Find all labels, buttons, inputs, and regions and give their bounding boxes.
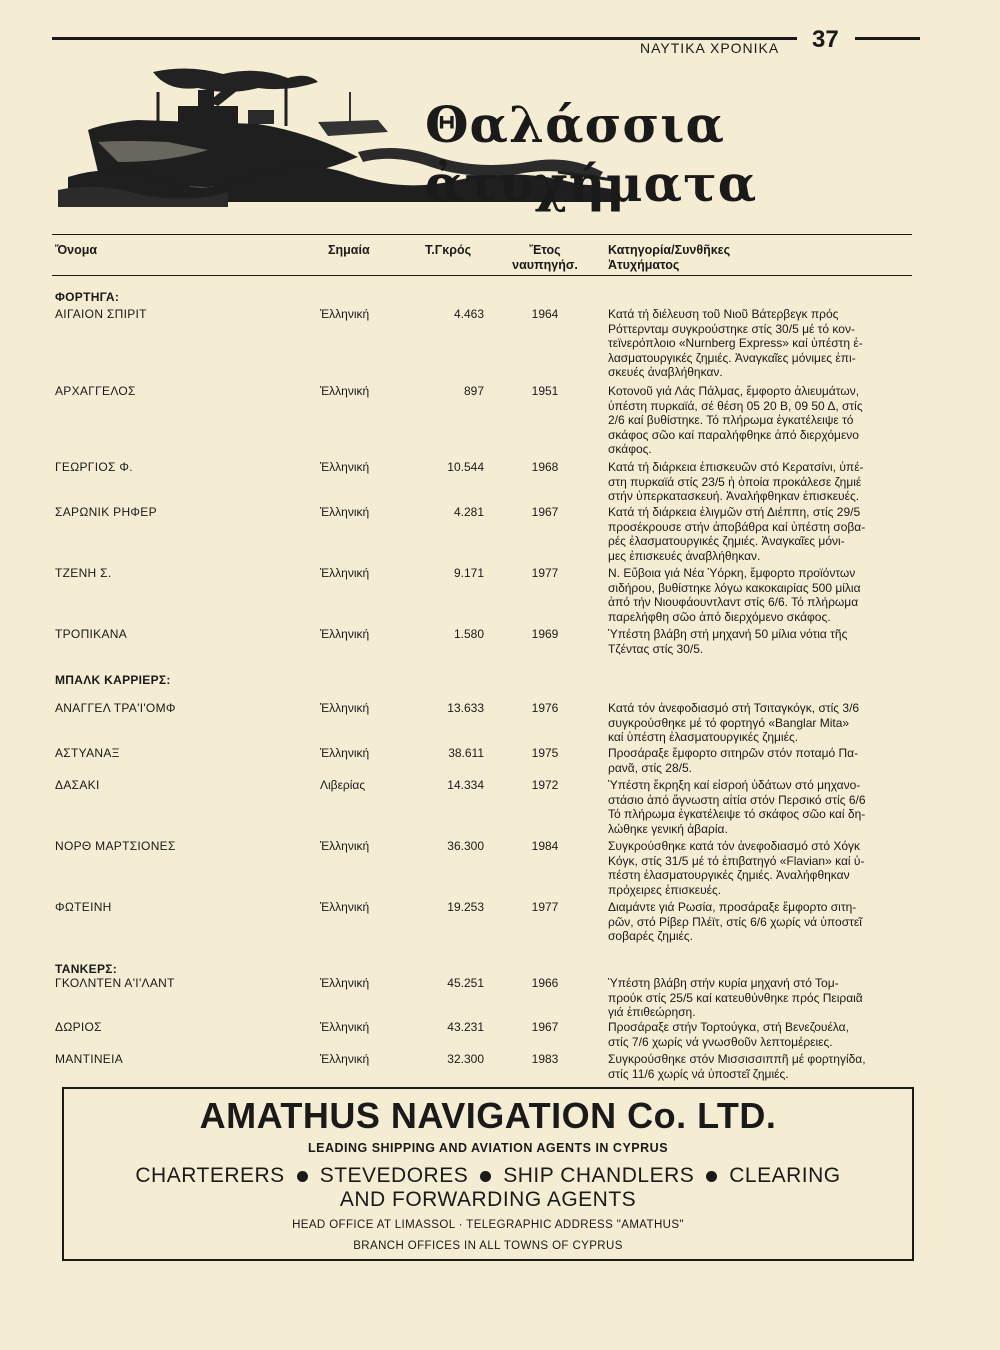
desc-line: ὑπέστη πυρκαϊά, σέ θέση 05 20 Β, 09 50 Δ, στίς [608, 398, 863, 413]
desc-line: Τό πλήρωμα ἐγκατέλειψε τό σκάφος σῶο καί δη- [608, 807, 866, 822]
ship-year: 1983 [531, 1052, 559, 1066]
desc-line: Κατά τή διέλευση τοῦ Νιοῦ Βάτερβεγκ πρός [608, 307, 839, 321]
desc-line: Κατά τή διάρκεια ἐπισκευῶν στό Κερατσίνι, ὑπέ- [608, 460, 864, 474]
col-header-grt: Τ.Γκρός [425, 243, 472, 257]
desc-line: Κατά τόν ἀνεφοδιασμό στή Τσιταγκόγκ, στίς 3/6 [608, 701, 860, 715]
incident-description [608, 900, 912, 944]
ship-grt: 4.463 [453, 307, 484, 321]
ship-flag: Ἑλληνική [320, 566, 370, 580]
desc-line: στη πυρκαϊά στίς 23/5 ἡ ὁποία προκάλεσε ζημιέ [608, 474, 862, 489]
desc-line: παρελήφθη σῶο ἀπό διερχόμενο σκάφος. [608, 609, 831, 624]
desc-line: καί ὑπέστη ἐλασματουργικές ζημιές. [608, 730, 799, 745]
ship-flag: Ἑλληνική [320, 384, 370, 398]
col-header-desc-line1: Κατηγορία/Συνθῆκες [608, 243, 731, 257]
ship-flag: Ἑλληνική [320, 505, 370, 519]
ship-name: ΑΣΤΥΑΝΑΞ [55, 746, 120, 760]
ship-name: ΔΩΡΙΟΣ [55, 1020, 102, 1034]
desc-line: Κατά τή διάρκεια ἑλιγμῶν στή Διέππη, στίς 29/5 [608, 505, 861, 519]
ship-flag: Ἑλληνική [320, 307, 370, 321]
bullet-icon [480, 1171, 491, 1182]
incident-description [608, 460, 912, 504]
ship-name: ΑΝΑΓΓΕΛ ΤΡΑ'Ι'ΟΜΦ [55, 701, 176, 715]
section-bulk-carriers: ΜΠΑΛΚ ΚΑΡΡΙΕΡΣ: [55, 673, 171, 687]
ship-grt: 4.281 [453, 505, 484, 519]
desc-line: Ν. Εὔβοια γιά Νέα Ὑόρκη, ἔμφορτο προϊόντων [608, 566, 856, 580]
ship-name: ΤΖΕΝΗ Σ. [55, 566, 112, 580]
incident-description [608, 627, 912, 656]
ship-grt: 10.544 [447, 460, 484, 474]
ship-name: ΦΩΤΕΙΝΗ [55, 900, 112, 914]
ship-flag: Ἑλληνική [320, 1052, 370, 1066]
desc-line: προύκ στίς 25/5 καί κατευθύνθηκε πρός Πειραιᾶ [608, 990, 863, 1005]
section-tankers: ΤΑΝΚΕΡΣ: [55, 962, 118, 976]
ad-service: CHARTERERS [135, 1164, 285, 1187]
desc-line: Ὑπέστη βλάβη στήν κυρία μηχανή στό Τομ- [608, 976, 839, 990]
desc-line: Ὑπέστη ἔκρηξη καί εἰσροή ὑδάτων στό μηχανο- [608, 778, 861, 792]
ship-grt: 36.300 [447, 839, 484, 853]
desc-line: Ὑπέστη βλάβη στή μηχανή 50 μίλια νότια τῆς [608, 627, 848, 641]
incident-description [608, 566, 912, 624]
desc-line: στήν ὑπερκατασκευή. Ἀναλήφθηκαν ἐπισκευές. [608, 489, 860, 504]
desc-line: στίς 11/6 χωρίς νά ὑποστεῖ ζημιές. [608, 1066, 789, 1081]
desc-line: σιδήρου, βυθίστηκε λόγω κακοκαιρίας 500 μίλια [608, 580, 861, 595]
desc-line: προσέκρουσε στήν ἀποβάθρα καί ὑπέστη σοβα- [608, 519, 866, 534]
col-header-desc-line2: Ἀτυχήματος [608, 258, 680, 272]
incident-description [608, 384, 912, 457]
desc-line: μες ἐπισκευές ἀναβλήθηκαν. [608, 548, 761, 563]
ship-name: ΓΚΟΛΝΤΕΝ Α'Ι'ΛΑΝΤ [55, 976, 175, 990]
ship-year: 1951 [531, 384, 559, 398]
incident-description [608, 1052, 912, 1081]
ship-grt: 13.633 [447, 701, 484, 715]
ship-name: ΓΕΩΡΓΙΟΣ Φ. [55, 460, 133, 474]
ship-name: ΝΟΡΘ ΜΑΡΤΣΙΟΝΕΣ [55, 839, 176, 853]
ad-service: STEVEDORES [319, 1164, 469, 1187]
ship-flag: Ἑλληνική [320, 1020, 370, 1034]
desc-line: στάσιο ἀπό ἄγνωστη αἰτία στόν Περσικό στίς 6/6 [608, 792, 866, 807]
desc-line: σκάφος σῶο καί παραλήφθηκε ἀπό διερχόμενο [608, 427, 859, 442]
desc-line: Συγκρούσθηκε κατά τόν ἀνεφοδιασμό στό Χόγκ [608, 839, 861, 853]
ship-year: 1966 [531, 976, 559, 990]
ship-flag: Ἑλληνική [320, 460, 370, 474]
magazine-name: ΝΑΥΤΙΚΑ ΧΡΟΝΙΚΑ [640, 40, 780, 56]
ship-name: ΑΡΧΑΓΓΕΛΟΣ [55, 384, 136, 398]
ship-year: 1977 [531, 566, 559, 580]
page-number: 37 [812, 26, 839, 53]
desc-line: Κοτονοῦ γιά Λάς Πάλμας, ἔμφορτο ἀλιευμάτων, [608, 384, 860, 398]
ship-grt: 45.251 [447, 976, 484, 990]
desc-line: Κόγκ, στίς 31/5 μέ τό ἐπιβατηγό «Flavian» καί ὑ- [608, 853, 865, 868]
ship-name: ΣΑΡΩΝΙΚ ΡΗΦΕΡ [55, 505, 157, 519]
table-header-rule [52, 275, 912, 276]
ad-services-line2: AND FORWARDING AGENTS [339, 1188, 637, 1211]
col-header-year-line1: Ἔτος [529, 243, 561, 257]
desc-line: λώθηκε γενική ἀβαρία. [608, 821, 728, 836]
ship-name: ΜΑΝΤΙΝΕΙΑ [55, 1052, 124, 1066]
ship-grt: 38.611 [448, 746, 484, 760]
ship-flag: Ἑλληνική [320, 701, 370, 715]
ship-year: 1968 [531, 460, 559, 474]
header-rule-right [855, 37, 920, 40]
col-header-year-line2: ναυπηγήσ. [512, 258, 578, 272]
ship-grt: 43.231 [447, 1020, 484, 1034]
col-header-desc [608, 243, 730, 273]
ship-year: 1964 [531, 307, 559, 321]
incident-description [608, 701, 912, 745]
desc-line: στίς 7/6 χωρίς νά γνωσθοῦν λεπτομέρειες. [608, 1034, 833, 1049]
ship-year: 1967 [531, 505, 559, 519]
page-title: Θαλάσσια ἀτυχήματα [425, 95, 758, 213]
desc-line: πέστη ἐλασματουργικές ζημιές. Ἀναλήφθηκαν [608, 868, 850, 883]
col-header-year [508, 243, 582, 273]
ship-grt: 14.334 [447, 778, 484, 792]
ad-service: SHIP CHANDLERS [503, 1164, 695, 1187]
ship-name: ΔΑΣΑΚΙ [55, 778, 100, 792]
ship-name: ΑΙΓΑΙΟΝ ΣΠΙΡΙΤ [55, 307, 147, 321]
desc-line: σκάφος. [608, 442, 652, 457]
desc-line: λασματουργικές ζημιές. Ἀναγκαῖες μόνιμες ἐπι- [608, 350, 856, 365]
bullet-icon [706, 1171, 717, 1182]
ship-flag: Ἑλληνική [320, 976, 370, 990]
incident-description [608, 839, 912, 897]
table-top-rule [52, 234, 912, 235]
advertisement-box [62, 1087, 914, 1261]
ship-grt: 9.171 [453, 566, 484, 580]
ship-year: 1967 [531, 1020, 559, 1034]
desc-line: γιά ἐπιθεώρηση. [608, 1005, 696, 1020]
incident-description [608, 746, 912, 775]
ship-grt: 32.300 [447, 1052, 484, 1066]
incident-description [608, 505, 912, 563]
desc-line: τεϊνερόπλοιο «Nurnberg Express» καί ὑπέστη ἐ- [608, 336, 863, 351]
desc-line: συγκρούσθηκε μέ τό φορτηγό «Banglar Mita» [608, 715, 850, 730]
desc-line: Προσάραξε ἔμφορτο σιτηρῶν στόν ποταμό Πα- [608, 746, 859, 760]
ship-grt: 897 [463, 384, 484, 398]
ship-grt: 1.580 [453, 627, 484, 641]
ad-services [64, 1164, 912, 1212]
desc-line: Συγκρούσθηκε στόν Μισσισσιππῆ μέ φορτηγίδα, [608, 1052, 866, 1066]
desc-line: Προσάραξε στήν Τορτούγκα, στή Βενεζουέλα, [608, 1020, 849, 1034]
ad-services-line1 [64, 1164, 912, 1188]
col-header-flag: Σημαία [328, 243, 370, 257]
desc-line: 2/6 καί βυθίστηκε. Τό πλήρωμα ἐγκατέλειψε τό [608, 413, 854, 428]
ship-name: ΤΡΟΠΙΚΑΝΑ [55, 627, 128, 641]
desc-line: ρανᾶ, στίς 28/5. [608, 760, 692, 775]
ad-service: CLEARING [729, 1164, 841, 1187]
desc-line: ἀπό τήν Νιουφάουντλαντ στίς 6/6. Τό πλήρωμα [608, 595, 859, 610]
desc-line: ρές ἐλασματουργικές ζημιές. Ἀναγκαῖες μόνι- [608, 534, 845, 549]
ad-branch-offices: BRANCH OFFICES IN ALL TOWNS OF CYPRUS [353, 1240, 623, 1252]
section-cargo: ΦΟΡΤΗΓΑ: [55, 290, 120, 304]
ship-year: 1984 [531, 839, 559, 853]
ship-flag: Ἑλληνική [320, 627, 370, 641]
ship-year: 1969 [531, 627, 559, 641]
desc-line: πρόχειρες ἐπισκευές. [608, 882, 722, 897]
ad-tagline: LEADING SHIPPING AND AVIATION AGENTS IN CYPRUS [307, 1141, 669, 1155]
ship-flag: Ἑλληνική [320, 746, 370, 760]
incident-description [608, 307, 912, 380]
desc-line: Τζέντας στίς 30/5. [608, 641, 704, 656]
ship-year: 1976 [531, 701, 559, 715]
desc-line: σοβαρές ζημιές. [608, 929, 694, 944]
desc-line: Διαμάντε γιά Ρωσία, προσάραξε ἔμφορτο σιτη- [608, 900, 857, 914]
ad-company-name: AMATHUS NAVIGATION Co. LTD. [199, 1095, 777, 1136]
desc-line: ρῶν, στό Ρίβερ Πλέϊτ, στίς 6/6 χωρίς νά ὑποστεῖ [608, 914, 862, 929]
desc-line: σκευές ἀναβλήθηκαν. [608, 365, 723, 380]
ship-flag: Ἑλληνική [320, 900, 370, 914]
ship-year: 1975 [531, 746, 559, 760]
incident-description [608, 976, 912, 1020]
ad-head-office: HEAD OFFICE AT LIMASSOL · TELEGRAPHIC ADDRESS "AMATHUS" [292, 1219, 684, 1231]
incident-description [608, 1020, 912, 1049]
ship-flag: Λιβερίας [320, 778, 366, 792]
desc-line: Ρόττερνταμ συγκρούστηκε στίς 30/5 μέ τό κον- [608, 321, 855, 336]
ship-year: 1977 [531, 900, 559, 914]
col-header-name: Ὄνομα [55, 243, 98, 257]
incident-description [608, 778, 912, 836]
ship-year: 1972 [531, 778, 559, 792]
ship-grt: 19.253 [447, 900, 484, 914]
ship-flag: Ἑλληνική [320, 839, 370, 853]
bullet-icon [297, 1171, 308, 1182]
